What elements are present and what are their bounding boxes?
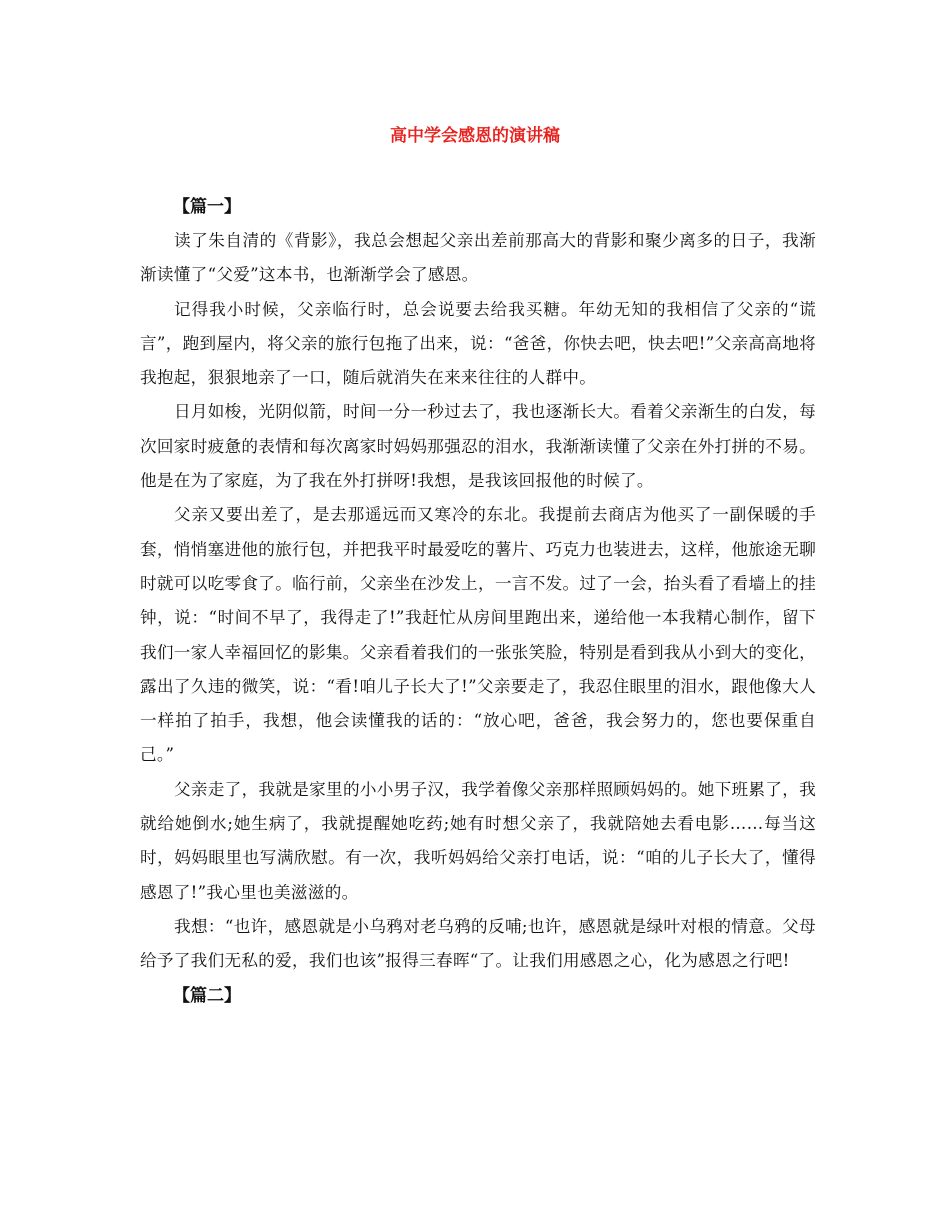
paragraph-4: 父亲又要出差了，是去那遥远而又寒冷的东北。我提前去商店为他买了一副保暖的手套，悄悄塞进他的旅行包，并把我平时最爱吃的薯片、巧克力也装进去，这样，他旅途无聊时就可以吃零食了。临行前，父亲坐在沙发上，一言不发。过了一会，抬头看了看墙上的挂钟，说：“时间不早了，我得走了!”我赶忙从房间里跑出来，递给他一本我精心制作，留下我们一家人幸福回忆的影集。父亲看着我们的一张张笑脸，特别是看到我从小到大的变化，露出了久违的微笑，说：“看!咱儿子长大了!”父亲要走了，我忍住眼里的泪水，跟他像大人一样拍了拍手，我想，他会读懂我的话的：“放心吧，爸爸，我会努力的，您也要保重自己。” <box>140 505 816 765</box>
paragraph-5: 父亲走了，我就是家里的小小男子汉，我学着像父亲那样照顾妈妈的。她下班累了，我就给她倒水;她生病了，我就提醒她吃药;她有时想父亲了，我就陪她去看电影……每当这时，妈妈眼里也写满欣慰。有一次，我听妈妈给父亲打电话，说：“咱的儿子长大了，懂得感恩了!”我心里也美滋滋的。 <box>140 779 816 902</box>
paragraph-1: 读了朱自清的《背影》，我总会想起父亲出差前那高大的背影和聚少离多的日子，我渐渐读懂了“父爱”这本书，也渐渐学会了感恩。 <box>140 231 816 285</box>
paragraph-2: 记得我小时候，父亲临行时，总会说要去给我买糖。年幼无知的我相信了父亲的“谎言”，跑到屋内，将父亲的旅行包拖了出来，说：“爸爸，你快去吧，快去吧!”父亲高高地将我抱起，狠狠地亲了一口，随后就消失在来来往往的人群中。 <box>140 299 816 388</box>
section-heading-1: 【篇一】 <box>173 197 241 217</box>
paragraph-3: 日月如梭，光阴似箭，时间一分一秒过去了，我也逐渐长大。看着父亲渐生的白发，每次回家时疲惫的表情和每次离家时妈妈那强忍的泪水，我渐渐读懂了父亲在外打拼的不易。他是在为了家庭，为了我在外打拼呀!我想，是我该回报他的时候了。 <box>140 402 816 491</box>
section-heading-2: 【篇二】 <box>173 985 241 1006</box>
paragraph-6: 我想：“也许，感恩就是小乌鸦对老乌鸦的反哺;也许，感恩就是绿叶对根的情意。父母给予了我们无私的爱，我们也该”报得三春晖“了。让我们用感恩之心，化为感恩之行吧! <box>140 916 816 971</box>
document-body <box>140 190 816 1013</box>
document-title: 高中学会感恩的演讲稿 <box>390 126 560 146</box>
